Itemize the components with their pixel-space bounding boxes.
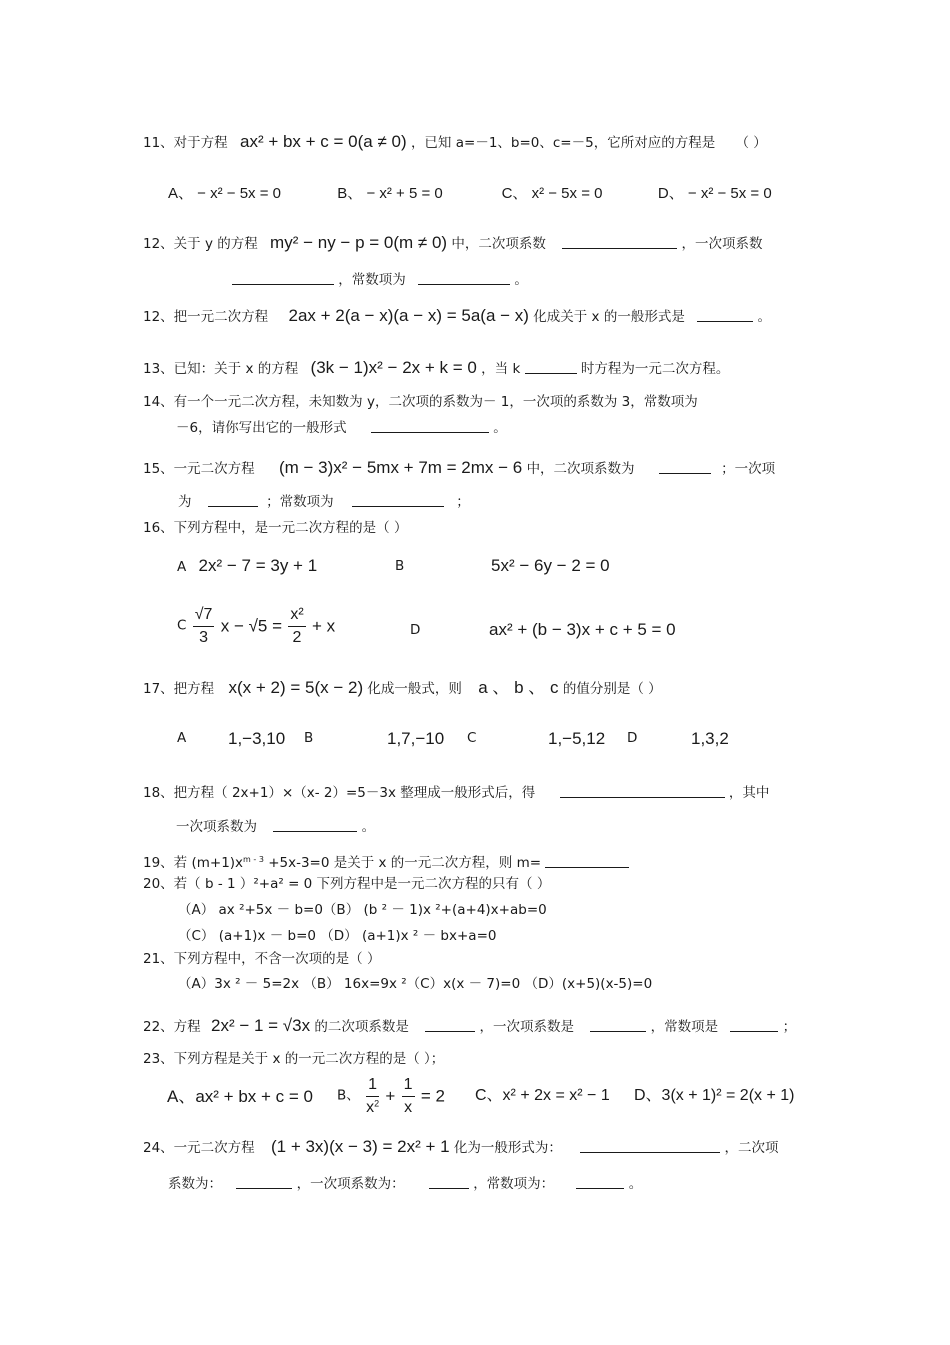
q15-equation: (m − 3)x² − 5mx + 7m = 2mx − 6 xyxy=(278,458,523,477)
q15-line1 xyxy=(143,459,775,477)
q22-end: ； xyxy=(782,1019,797,1035)
q16-c-label: C xyxy=(177,617,187,634)
q24-blank-constant[interactable] xyxy=(576,1176,624,1189)
q12a-equation: my² − ny − p = 0(m ≠ 0) xyxy=(270,233,448,252)
q20-stem: 20、若（ b - 1 ）²+a² = 0 下列方程中是一元二次方程的只有（ ） xyxy=(143,876,551,892)
q14-blank[interactable] xyxy=(371,420,489,433)
q22-mid2: ，一次项系数是 xyxy=(479,1019,574,1035)
q15-blank-constant[interactable] xyxy=(352,494,444,507)
q12a-middle: 中，二次项系数 xyxy=(451,236,546,252)
q16-c-tail: + x xyxy=(311,616,336,636)
q17-end: 的值分别是（ ） xyxy=(562,681,662,697)
q17-prefix: 17、把方程 xyxy=(143,681,215,697)
q12a-after-blank: ，一次项系数 xyxy=(681,236,763,252)
q23-b-label: B、 xyxy=(337,1087,360,1104)
q11-equation: ax² + bx + c = 0(a ≠ 0) xyxy=(239,132,407,151)
q23-stem: 23、下列方程是关于 x 的一元二次方程的是（ ）； xyxy=(143,1051,445,1067)
q15-prefix: 15、一元二次方程 xyxy=(143,461,255,477)
q22-prefix: 22、方程 xyxy=(143,1019,201,1035)
q14-line1: 14、有一个一元二次方程，未知数为 y，二次项的系数为－ 1，一次项的系数为 3，常数项为 xyxy=(143,394,698,410)
q13-end: 时方程为一元二次方程。 xyxy=(580,361,730,377)
q17-option-b-label: B xyxy=(304,730,314,746)
q11-option-c: C、 x² − 5x = 0 xyxy=(501,185,603,202)
q15-line2c: ； xyxy=(456,494,470,510)
q24-line2 xyxy=(168,1176,642,1192)
q14-line2 xyxy=(176,420,507,436)
q23-b-den2: x xyxy=(404,1098,413,1116)
q18-line1-end: ，其中 xyxy=(728,785,770,801)
q11-middle: ，已知 a=－1、b=0、c=－5，它所对应的方程是 xyxy=(410,135,716,151)
q21-stem: 21、下列方程中，不含一次项的是（ ） xyxy=(143,951,381,967)
q15-after: ；一次项 xyxy=(721,461,776,477)
q18-line1 xyxy=(143,785,769,801)
q15-line2 xyxy=(178,494,470,510)
q23-b-tail: = 2 xyxy=(420,1086,445,1106)
q24-after: ，二次项 xyxy=(724,1140,779,1156)
q13-equation: (3k − 1)x² − 2x + k = 0 xyxy=(310,358,477,377)
q16-c-num1: √7 xyxy=(193,606,215,627)
q19-middle: +5x-3=0 是关于 x 的一元二次方程，则 m= xyxy=(263,855,542,871)
q12b-equation: 2ax + 2(a − x)(a − x) = 5a(a − x) xyxy=(288,306,529,325)
q18-end: 。 xyxy=(361,819,376,835)
q20-row1: （A） ax ²+5x － b=0（B） (b ² － 1)x ²+(a+4)x+ab=0 xyxy=(178,902,547,918)
q24-line2b: ，一次项系数为： xyxy=(296,1176,405,1192)
q17-option-c-value: 1,−5,12 xyxy=(548,729,606,748)
q16-row2 xyxy=(177,606,335,646)
q16-c-fraction1 xyxy=(193,606,215,646)
q16-a-equation: 2x² − 7 = 3y + 1 xyxy=(198,556,318,575)
q12a-prefix: 12、关于 y 的方程 xyxy=(143,236,258,252)
q12b-blank[interactable] xyxy=(697,309,753,322)
q12a-const-label: ，常数项为 xyxy=(338,272,406,288)
q12a-blank-quadratic[interactable] xyxy=(562,236,677,249)
q23-option-c: C、x² + 2x = x² − 1 xyxy=(475,1087,610,1104)
q19-blank[interactable] xyxy=(545,855,629,868)
q17-vars: a 、 b 、 c xyxy=(478,678,559,697)
q23-b-num2: 1 xyxy=(402,1076,415,1097)
q11-option-b: B、 − x² + 5 = 0 xyxy=(337,185,443,202)
q12a-line1 xyxy=(143,234,762,252)
q13-middle: ，当 k xyxy=(481,361,521,377)
q22-blank-quadratic[interactable] xyxy=(425,1019,475,1032)
q23-option-b xyxy=(337,1076,445,1116)
q17-option-b-value: 1,7,−10 xyxy=(387,729,445,748)
q13-line xyxy=(143,359,729,377)
q17-option-a-value: 1,−3,10 xyxy=(228,729,286,748)
q16-b-equation: 5x² − 6y − 2 = 0 xyxy=(491,556,610,575)
q11-prefix: 11、对于方程 xyxy=(143,135,228,151)
q16-row1 xyxy=(177,557,317,575)
q17-option-a-label: A xyxy=(177,730,187,746)
q23-b-num1: 1 xyxy=(366,1076,379,1097)
q17-line xyxy=(143,679,662,697)
q21-row: （A）3x ² － 5=2x （B） 16x=9x ²（C）x(x － 7)=0 （D）(x+5)(x-5)=0 xyxy=(178,976,653,992)
q19-exponent: m - 3 xyxy=(243,855,264,865)
q18-line1-text: 18、把方程（ 2x+1）×（x- 2）=5－3x 整理成一般形式后，得 xyxy=(143,785,536,801)
q15-middle: 中，二次项系数为 xyxy=(526,461,635,477)
q23-b-fraction2 xyxy=(402,1076,415,1116)
q12a-blank-constant[interactable] xyxy=(418,272,510,285)
q19-line xyxy=(143,855,629,871)
q17-option-d-value: 1,3,2 xyxy=(691,729,729,748)
q16-b-label: B xyxy=(395,558,405,574)
q22-line xyxy=(143,1017,796,1035)
q16-c-den2: 2 xyxy=(292,628,302,646)
q11-options xyxy=(168,186,772,202)
q11-option-d: D、 − x² − 5x = 0 xyxy=(657,185,772,202)
q24-equation: (1 + 3x)(x − 3) = 2x² + 1 xyxy=(270,1137,450,1156)
q16-d-equation: ax² + (b − 3)x + c + 5 = 0 xyxy=(489,620,676,639)
q22-equation: 2x² − 1 = √3x xyxy=(210,1016,311,1035)
q24-end: 。 xyxy=(628,1176,643,1192)
q17-option-d-label: D xyxy=(627,730,638,746)
q18-blank-linear[interactable] xyxy=(273,819,357,832)
q16-stem: 16、下列方程中，是一元二次方程的是（ ） xyxy=(143,520,408,536)
q18-blank-general[interactable] xyxy=(560,785,725,798)
q14-end: 。 xyxy=(493,420,507,436)
q24-line2a: 系数为： xyxy=(168,1176,222,1192)
q16-c-mid: x − √5 = xyxy=(220,616,283,636)
q23-option-a: A、ax² + bx + c = 0 xyxy=(167,1087,313,1106)
q18-line2-text: 一次项系数为 xyxy=(176,819,257,835)
q16-c-den1: 3 xyxy=(199,628,209,646)
q11-option-a: A、 − x² − 5x = 0 xyxy=(168,185,281,202)
q23-b-fraction1 xyxy=(366,1076,379,1116)
q22-blank-linear[interactable] xyxy=(590,1019,646,1032)
q17-option-c-label: C xyxy=(467,730,477,746)
q15-blank-quadratic[interactable] xyxy=(659,461,711,474)
q24-line2c: ，常数项为： xyxy=(473,1176,555,1192)
q18-line2 xyxy=(176,819,375,835)
q23-b-plus: + xyxy=(385,1086,396,1106)
q13-blank[interactable] xyxy=(525,361,577,374)
q24-blank-linear[interactable] xyxy=(429,1176,469,1189)
q16-a-label: A xyxy=(177,559,187,575)
q16-d-label: D xyxy=(410,622,421,638)
q15-blank-linear[interactable] xyxy=(208,494,258,507)
q24-middle: 化为一般形式为： xyxy=(453,1140,562,1156)
q22-mid3: ，常数项是 xyxy=(650,1019,719,1035)
q12b-prefix: 12、把一元二次方程 xyxy=(143,309,269,325)
q23-option-d: D、3(x + 1)² = 2(x + 1) xyxy=(634,1087,795,1104)
q12a-end: 。 xyxy=(514,272,528,288)
q11-line xyxy=(143,133,767,151)
q12b-middle: 化成关于 x 的一般形式是 xyxy=(533,309,685,325)
q12a-blank-linear[interactable] xyxy=(232,272,334,285)
q22-middle: 的二次项系数是 xyxy=(314,1019,409,1035)
q17-middle: 化成一般式，则 xyxy=(367,681,462,697)
q24-prefix: 24、一元二次方程 xyxy=(143,1140,255,1156)
q11-paren: （ ） xyxy=(735,135,767,151)
q19-prefix: 19、若 (m+1)x xyxy=(143,855,244,871)
q24-blank-quadratic[interactable] xyxy=(236,1176,292,1189)
q15-line2b: ；常数项为 xyxy=(266,494,334,510)
q22-blank-constant[interactable] xyxy=(730,1019,778,1032)
q16-c-fraction2 xyxy=(288,606,305,646)
q12b-end: 。 xyxy=(757,309,771,325)
q17-equation: x(x + 2) = 5(x − 2) xyxy=(228,678,364,697)
q12a-line2 xyxy=(232,272,528,288)
q16-c-num2: x² xyxy=(288,606,305,627)
q13-prefix: 13、已知：关于 x 的方程 xyxy=(143,361,299,377)
q20-row2: （C） (a+1)x － b=0 （D） (a+1)x ² － bx+a=0 xyxy=(178,928,497,944)
q14-line2-text: －6，请你写出它的一般形式 xyxy=(176,420,347,436)
q15-line2a: 为 xyxy=(178,494,192,510)
q24-line1 xyxy=(143,1138,778,1156)
q24-blank-general[interactable] xyxy=(580,1140,720,1153)
q12b-line xyxy=(143,307,771,325)
q23-b-den1: $x^2$ xyxy=(366,1098,380,1116)
